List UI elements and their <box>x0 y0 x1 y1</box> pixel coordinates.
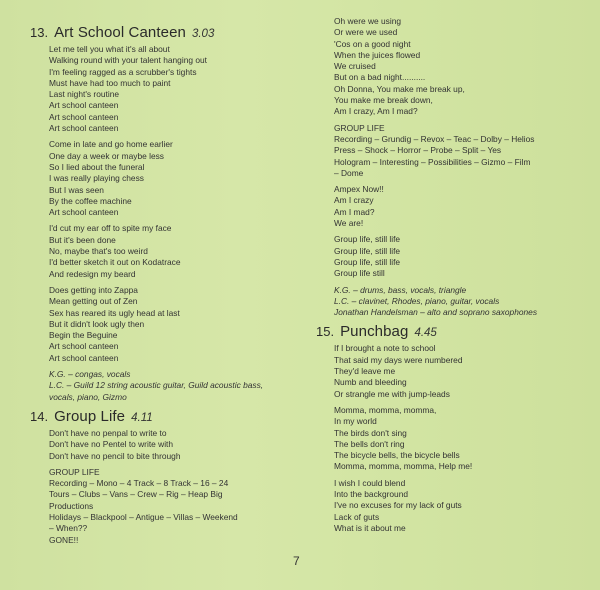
lyric-stanza <box>49 467 295 546</box>
lyric-line: Mean getting out of Zen <box>49 296 138 307</box>
lyric-line: But I was seen <box>49 184 104 195</box>
lyric-line: GROUP LIFE <box>49 466 100 477</box>
song-credits <box>334 285 584 319</box>
lyric-line: No, maybe that's too weird <box>49 246 148 257</box>
credit-line: L.C. – Guild 12 string acoustic guitar, Guild acoustic bass, <box>49 380 264 391</box>
song-heading <box>30 408 295 425</box>
lyric-line: In my world <box>334 416 377 427</box>
lyric-stanza <box>49 223 295 279</box>
lyric-line: GROUP LIFE <box>334 122 385 133</box>
lyric-line: I wish I could blend <box>334 477 406 488</box>
lyric-line: Group life, still life <box>334 245 401 256</box>
song-punchbag <box>316 323 584 534</box>
lyric-stanza <box>49 139 295 218</box>
left-column <box>30 24 295 551</box>
credit-line: Jonathan Handelsman – alto and soprano saxophones <box>334 307 538 318</box>
lyric-line: Art school canteen <box>49 123 119 134</box>
lyric-line: – When?? <box>49 523 88 534</box>
lyric-line: But it didn't look ugly then <box>49 318 145 329</box>
lyric-line: Press – Shock – Horror – Probe – Split – Yes <box>334 145 502 156</box>
lyric-stanza <box>334 343 584 399</box>
lyric-line: I'm feeling ragged as a scrubber's tights <box>49 66 197 77</box>
lyric-line: Momma, momma, momma, <box>334 404 437 415</box>
lyric-line: We cruised <box>334 61 376 72</box>
lyric-line: I'd better sketch it out on Kodatrace <box>49 257 181 268</box>
lyric-line: GONE!! <box>49 534 79 545</box>
lyric-line: Don't have no Pentel to write with <box>49 439 174 450</box>
lyric-stanza <box>334 478 584 534</box>
lyric-line: Or were we used <box>334 27 398 38</box>
lyric-line: When the juices flowed <box>334 49 421 60</box>
lyric-line: – Dome <box>334 167 364 178</box>
lyric-line: I've no excuses for my lack of guts <box>334 500 462 511</box>
lyric-line: Let me tell you what it's all about <box>49 44 170 54</box>
lyric-line: Hologram – Interesting – Possibilities – Gizmo – Film <box>334 156 531 167</box>
song-title: Group Life <box>54 407 126 425</box>
lyric-line: Am I mad? <box>334 206 375 217</box>
lyric-line: The bicycle bells, the bicycle bells <box>334 450 460 461</box>
song-group-life <box>30 407 295 546</box>
credit-line: K.G. – drums, bass, vocals, triangle <box>334 284 467 295</box>
lyric-line: Sex has reared its ugly head at last <box>49 307 180 318</box>
lyric-line: Or strangle me with jump-leads <box>334 388 450 399</box>
lyric-line: Begin the Beguine <box>49 330 118 341</box>
lyric-line: Art school canteen <box>49 352 119 363</box>
lyric-line: Don't have no pencil to bite through <box>49 450 181 461</box>
song-art-school-canteen <box>30 24 295 403</box>
lyric-line: Group life, still life <box>334 234 401 245</box>
song-title: Art School Canteen <box>54 24 186 41</box>
lyric-line: Don't have no penpal to write to <box>49 427 167 438</box>
lyric-line: Tours – Clubs – Vans – Crew – Rig – Heap Big <box>49 489 223 500</box>
lyric-stanza <box>334 16 584 118</box>
lyric-line: Recording – Mono – 4 Track – 8 Track – 16 – 24 <box>49 478 229 489</box>
song-duration: 3.03 <box>191 28 215 40</box>
lyric-line: Oh were we using <box>334 16 402 26</box>
lyric-line: Productions <box>49 500 94 511</box>
song-credits <box>49 369 295 403</box>
lyric-line: One day a week or maybe less <box>49 150 164 161</box>
lyric-line: Last night's routine <box>49 89 120 100</box>
lyric-line: Ampex Now!! <box>334 184 384 195</box>
lyric-line: But on a bad night.......... <box>334 72 426 83</box>
song-number: 13. <box>30 25 49 40</box>
lyric-line: You make me break down, <box>334 95 433 106</box>
lyric-line: Does getting into Zappa <box>49 284 138 295</box>
credit-line: vocals, piano, Gizmo <box>49 391 127 402</box>
song-duration: 4.11 <box>131 411 153 424</box>
lyric-line: Art school canteen <box>49 341 119 352</box>
lyric-line: That said my days were numbered <box>334 354 463 365</box>
lyric-line: Group life, still life <box>334 256 401 267</box>
lyric-line: They'd leave me <box>334 366 396 377</box>
lyric-stanza <box>49 428 295 462</box>
song-number: 14. <box>30 408 49 424</box>
lyric-line: And redesign my beard <box>49 268 136 279</box>
lyric-line: Lack of guts <box>334 511 380 522</box>
lyric-stanza <box>49 285 295 364</box>
lyric-line: Holidays – Blackpool – Antigue – Villas – Weekend <box>49 511 238 522</box>
lyric-line: Art school canteen <box>49 111 119 122</box>
lyric-line: So I lied about the funeral <box>49 161 145 172</box>
lyric-line: Come in late and go home earlier <box>49 139 173 150</box>
lyric-line: Walking round with your talent hanging out <box>49 55 207 66</box>
lyric-line: Into the background <box>334 488 409 499</box>
lyric-line: But it's been done <box>49 234 116 245</box>
lyric-stanza <box>334 184 584 229</box>
lyric-line: Am I crazy, Am I mad? <box>334 106 418 117</box>
song-heading <box>30 24 295 41</box>
lyric-line: 'Cos on a good night <box>334 38 411 49</box>
song-number: 15. <box>316 324 335 340</box>
lyric-line: What is it about me <box>334 522 406 533</box>
lyric-stanza <box>334 123 584 179</box>
lyric-line: Numb and bleeding <box>334 377 407 388</box>
lyric-stanza <box>49 44 295 134</box>
song-title: Punchbag <box>340 323 409 341</box>
lyric-line: We are! <box>334 218 364 229</box>
right-column <box>316 16 584 539</box>
song-heading <box>316 323 584 340</box>
lyric-line: Art school canteen <box>49 207 119 218</box>
lyric-line: I'd cut my ear off to spite my face <box>49 223 172 234</box>
lyric-line: The birds don't sing <box>334 427 407 438</box>
lyric-line: Art school canteen <box>49 100 119 111</box>
song-duration: 4.45 <box>414 327 437 340</box>
page-number: 7 <box>293 554 300 568</box>
lyric-line: Momma, momma, momma, Help me! <box>334 461 473 472</box>
lyric-line: Must have had too much to paint <box>49 77 171 88</box>
lyric-stanza <box>334 234 584 279</box>
lyric-line: Am I crazy <box>334 195 374 206</box>
lyric-line: Oh Donna, You make me break up, <box>334 83 465 94</box>
lyric-line: Group life still <box>334 268 385 279</box>
lyric-stanza <box>334 405 584 473</box>
lyric-line: I was really playing chess <box>49 173 144 184</box>
lyric-line: If I brought a note to school <box>334 343 436 354</box>
lyric-line: By the coffee machine <box>49 195 132 206</box>
lyric-line: The bells don't ring <box>334 438 405 449</box>
credit-line: L.C. – clavinet, Rhodes, piano, guitar, vocals <box>334 295 500 306</box>
lyric-line: Recording – Grundig – Revox – Teac – Dolby – Helios <box>334 133 535 144</box>
credit-line: K.G. – congas, vocals <box>49 369 131 380</box>
